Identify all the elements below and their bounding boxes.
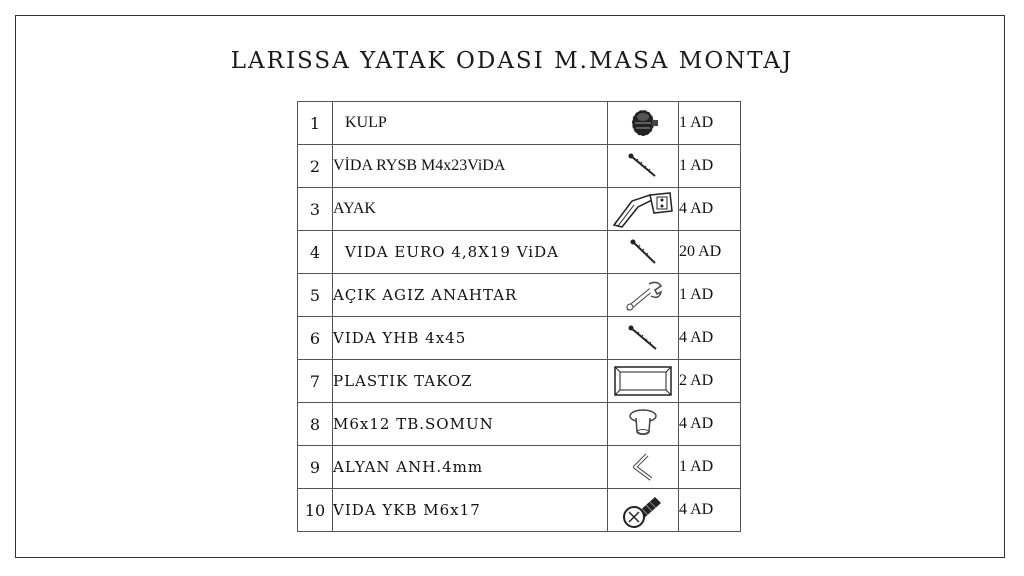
item-quantity: 4 AD [679, 489, 741, 532]
item-number: 5 [298, 274, 333, 317]
table-row [298, 145, 741, 188]
item-name: VIDA EURO 4,8X19 ViDA [333, 231, 608, 274]
item-name: KULP [333, 102, 608, 145]
item-quantity: 1 AD [679, 446, 741, 489]
screw-icon [608, 317, 679, 360]
item-name: VIDA YKB M6x17 [333, 489, 608, 532]
item-name: VIDA YHB 4x45 [333, 317, 608, 360]
item-name: M6x12 TB.SOMUN [333, 403, 608, 446]
screw-icon [608, 145, 679, 188]
leg-bracket-icon [608, 188, 679, 231]
item-quantity: 1 AD [679, 274, 741, 317]
bolt-icon [608, 489, 679, 532]
table-row [298, 489, 741, 532]
item-quantity: 4 AD [679, 188, 741, 231]
table-row [298, 231, 741, 274]
nut-icon [608, 403, 679, 446]
item-quantity: 4 AD [679, 317, 741, 360]
item-number: 1 [298, 102, 333, 145]
table-row [298, 317, 741, 360]
table-row [298, 446, 741, 489]
parts-table [297, 101, 741, 532]
item-name: AÇIK AGIZ ANAHTAR [333, 274, 608, 317]
item-number: 6 [298, 317, 333, 360]
item-quantity: 1 AD [679, 102, 741, 145]
item-name: VİDA RYSB M4x23ViDA [333, 145, 608, 188]
item-number: 4 [298, 231, 333, 274]
item-name: AYAK [333, 188, 608, 231]
item-number: 7 [298, 360, 333, 403]
item-quantity: 20 AD [679, 231, 741, 274]
item-number: 3 [298, 188, 333, 231]
table-row [298, 274, 741, 317]
table-row [298, 403, 741, 446]
item-quantity: 2 AD [679, 360, 741, 403]
screw-icon [608, 231, 679, 274]
item-number: 8 [298, 403, 333, 446]
table-row [298, 188, 741, 231]
item-number: 9 [298, 446, 333, 489]
knob-icon [608, 102, 679, 145]
item-name: ALYAN ANH.4mm [333, 446, 608, 489]
table-row [298, 102, 741, 145]
item-name: PLASTIK TAKOZ [333, 360, 608, 403]
wrench-icon [608, 274, 679, 317]
item-quantity: 1 AD [679, 145, 741, 188]
allen-key-icon [608, 446, 679, 489]
item-quantity: 4 AD [679, 403, 741, 446]
plastic-block-icon [608, 360, 679, 403]
table-row [298, 360, 741, 403]
document-title: LARISSA YATAK ODASI M.MASA MONTAJ [230, 48, 794, 74]
item-number: 10 [298, 489, 333, 532]
item-number: 2 [298, 145, 333, 188]
